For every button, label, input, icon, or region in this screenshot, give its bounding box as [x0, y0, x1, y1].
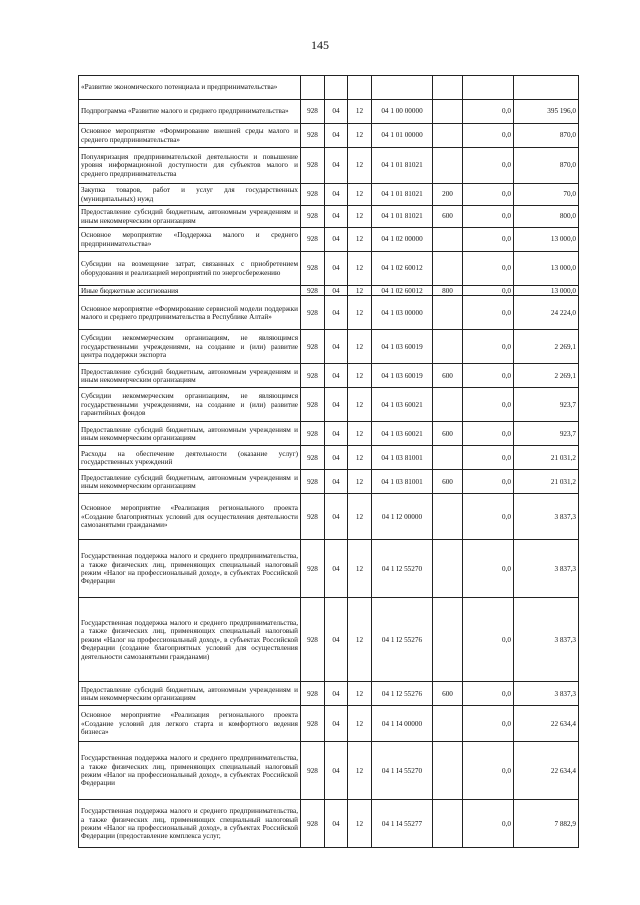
target-article-code: 04 1 03 00000 [372, 296, 433, 330]
section-code: 04 [325, 124, 348, 148]
grbs-code: 928 [301, 206, 325, 228]
target-article-code [372, 76, 433, 100]
subsection-code: 12 [348, 184, 372, 206]
table-row [79, 228, 579, 252]
section-code: 04 [325, 800, 348, 848]
amount-1: 0,0 [463, 598, 514, 682]
amount-2: 2 269,1 [514, 330, 579, 364]
target-article-code: 04 1 02 00000 [372, 228, 433, 252]
target-article-code: 04 1 00 00000 [372, 100, 433, 124]
target-article-code: 04 1 02 60012 [372, 286, 433, 296]
row-name: Субсидии на возмещение затрат, связанных с приобретением оборудования и реализацией мероприятий по энергосбережению [79, 252, 301, 286]
row-name: Государственная поддержка малого и среднего предпринимательства, а также физических лиц, применяющих специальный налоговый режим «Налог на профессиональный доход», в субъектах Российской Федерации (создание благоприятных условий для осуществления деятельности самозанятыми гражданами) [79, 598, 301, 682]
target-article-code: 04 1 I2 55276 [372, 682, 433, 706]
target-article-code: 04 1 03 60021 [372, 388, 433, 422]
expense-type-code: 600 [433, 206, 463, 228]
target-article-code: 04 1 03 81001 [372, 470, 433, 494]
table-row [79, 206, 579, 228]
subsection-code: 12 [348, 540, 372, 598]
subsection-code: 12 [348, 206, 372, 228]
row-name: Предоставление субсидий бюджетным, автономным учреждениям и иным некоммерческим организациям [79, 422, 301, 446]
subsection-code: 12 [348, 286, 372, 296]
section-code: 04 [325, 286, 348, 296]
amount-2: 3 837,3 [514, 682, 579, 706]
section-code [325, 76, 348, 100]
amount-1: 0,0 [463, 184, 514, 206]
section-code: 04 [325, 100, 348, 124]
table-row [79, 742, 579, 800]
table-row [79, 100, 579, 124]
subsection-code: 12 [348, 706, 372, 742]
subsection-code: 12 [348, 742, 372, 800]
amount-1: 0,0 [463, 388, 514, 422]
amount-1: 0,0 [463, 364, 514, 388]
target-article-code: 04 1 01 81021 [372, 148, 433, 184]
table-row [79, 286, 579, 296]
target-article-code: 04 1 I2 55276 [372, 598, 433, 682]
expense-type-code [433, 296, 463, 330]
expense-type-code [433, 148, 463, 184]
section-code: 04 [325, 184, 348, 206]
subsection-code: 12 [348, 100, 372, 124]
grbs-code: 928 [301, 706, 325, 742]
row-name: Основное мероприятие «Формирование внешней среды малого и среднего предпринимательства» [79, 124, 301, 148]
amount-2: 21 031,2 [514, 470, 579, 494]
amount-2: 870,0 [514, 124, 579, 148]
amount-1: 0,0 [463, 206, 514, 228]
row-name: Закупка товаров, работ и услуг для государственных (муниципальных) нужд [79, 184, 301, 206]
expense-type-code [433, 228, 463, 252]
grbs-code: 928 [301, 364, 325, 388]
expense-type-code: 600 [433, 470, 463, 494]
expense-type-code [433, 800, 463, 848]
grbs-code: 928 [301, 148, 325, 184]
subsection-code: 12 [348, 598, 372, 682]
amount-2: 800,0 [514, 206, 579, 228]
row-name: Государственная поддержка малого и среднего предпринимательства, а также физических лиц, применяющих специальный налоговый режим «Налог на профессиональный доход», в субъектах Российской Федерации [79, 540, 301, 598]
amount-1: 0,0 [463, 228, 514, 252]
row-name: Государственная поддержка малого и среднего предпринимательства, а также физических лиц, применяющих специальный налоговый режим «Налог на профессиональный доход», в субъектах Российской Федерации [79, 742, 301, 800]
target-article-code: 04 1 03 81001 [372, 446, 433, 470]
row-name: Основное мероприятие «Реализация регионального проекта «Создание благоприятных условий для осуществления деятельности самозанятыми гражданами» [79, 494, 301, 540]
table-row [79, 184, 579, 206]
row-name: Предоставление субсидий бюджетным, автономным учреждениям и иным некоммерческим организациям [79, 470, 301, 494]
expense-type-code [433, 742, 463, 800]
subsection-code: 12 [348, 470, 372, 494]
expense-type-code [433, 540, 463, 598]
amount-2: 13 000,0 [514, 286, 579, 296]
subsection-code: 12 [348, 252, 372, 286]
row-name: Государственная поддержка малого и среднего предпринимательства, а также физических лиц, применяющих специальный налоговый режим «Налог на профессиональный доход», в субъектах Российской Федерации (предоставление комплекса услуг, [79, 800, 301, 848]
subsection-code: 12 [348, 148, 372, 184]
subsection-code: 12 [348, 800, 372, 848]
table-row [79, 470, 579, 494]
target-article-code: 04 1 I2 00000 [372, 494, 433, 540]
table-row [79, 124, 579, 148]
amount-2: 24 224,0 [514, 296, 579, 330]
row-name: Предоставление субсидий бюджетным, автономным учреждениям и иным некоммерческим организациям [79, 364, 301, 388]
amount-2 [514, 76, 579, 100]
row-name: «Развитие экономического потенциала и предпринимательства» [79, 76, 301, 100]
expense-type-code [433, 330, 463, 364]
grbs-code: 928 [301, 598, 325, 682]
amount-1: 0,0 [463, 742, 514, 800]
section-code: 04 [325, 446, 348, 470]
table-row [79, 76, 579, 100]
grbs-code: 928 [301, 124, 325, 148]
grbs-code: 928 [301, 252, 325, 286]
expense-type-code: 600 [433, 422, 463, 446]
section-code: 04 [325, 228, 348, 252]
table-body [79, 76, 579, 848]
table-row [79, 494, 579, 540]
amount-2: 22 634,4 [514, 742, 579, 800]
amount-2: 870,0 [514, 148, 579, 184]
table-row [79, 706, 579, 742]
amount-2: 923,7 [514, 422, 579, 446]
section-code: 04 [325, 682, 348, 706]
amount-1: 0,0 [463, 706, 514, 742]
row-name: Популяризация предпринимательской деятельности и повышение уровня информационной доступности для субъектов малого и среднего предпринимательства [79, 148, 301, 184]
expense-type-code: 600 [433, 682, 463, 706]
grbs-code: 928 [301, 184, 325, 206]
subsection-code: 12 [348, 364, 372, 388]
table-row [79, 364, 579, 388]
section-code: 04 [325, 540, 348, 598]
grbs-code: 928 [301, 296, 325, 330]
amount-2: 7 882,9 [514, 800, 579, 848]
subsection-code [348, 76, 372, 100]
table-row [79, 422, 579, 446]
section-code: 04 [325, 598, 348, 682]
expense-type-code: 200 [433, 184, 463, 206]
section-code: 04 [325, 148, 348, 184]
row-name: Основное мероприятие «Формирование сервисной модели поддержки малого и среднего предпринимательства в Республике Алтай» [79, 296, 301, 330]
amount-2: 2 269,1 [514, 364, 579, 388]
subsection-code: 12 [348, 494, 372, 540]
section-code: 04 [325, 330, 348, 364]
amount-1: 0,0 [463, 330, 514, 364]
amount-2: 22 634,4 [514, 706, 579, 742]
expense-type-code [433, 252, 463, 286]
expense-type-code [433, 388, 463, 422]
amount-2: 395 196,0 [514, 100, 579, 124]
amount-1: 0,0 [463, 682, 514, 706]
table-row [79, 800, 579, 848]
row-name: Предоставление субсидий бюджетным, автономным учреждениям и иным некоммерческим организациям [79, 682, 301, 706]
section-code: 04 [325, 470, 348, 494]
amount-1: 0,0 [463, 124, 514, 148]
budget-table [78, 75, 579, 848]
grbs-code: 928 [301, 494, 325, 540]
amount-1: 0,0 [463, 100, 514, 124]
amount-1: 0,0 [463, 296, 514, 330]
amount-2: 3 837,3 [514, 540, 579, 598]
row-name: Основное мероприятие «Поддержка малого и среднего предпринимательства» [79, 228, 301, 252]
grbs-code: 928 [301, 742, 325, 800]
target-article-code: 04 1 02 60012 [372, 252, 433, 286]
subsection-code: 12 [348, 388, 372, 422]
row-name: Субсидии некоммерческим организациям, не являющимся государственными учреждениями, на создание и (или) развитие гарантийных фондов [79, 388, 301, 422]
section-code: 04 [325, 206, 348, 228]
target-article-code: 04 1 01 81021 [372, 206, 433, 228]
expense-type-code: 800 [433, 286, 463, 296]
grbs-code: 928 [301, 682, 325, 706]
table-row [79, 598, 579, 682]
subsection-code: 12 [348, 446, 372, 470]
table-row [79, 388, 579, 422]
target-article-code: 04 1 03 60019 [372, 330, 433, 364]
amount-2: 21 031,2 [514, 446, 579, 470]
table-row [79, 330, 579, 364]
table-row [79, 148, 579, 184]
amount-1: 0,0 [463, 422, 514, 446]
expense-type-code [433, 494, 463, 540]
amount-2: 3 837,3 [514, 598, 579, 682]
amount-2: 923,7 [514, 388, 579, 422]
amount-1: 0,0 [463, 446, 514, 470]
grbs-code: 928 [301, 800, 325, 848]
expense-type-code [433, 706, 463, 742]
subsection-code: 12 [348, 124, 372, 148]
grbs-code [301, 76, 325, 100]
amount-1: 0,0 [463, 494, 514, 540]
section-code: 04 [325, 742, 348, 800]
subsection-code: 12 [348, 682, 372, 706]
table-row [79, 296, 579, 330]
row-name: Подпрограмма «Развитие малого и среднего предпринимательства» [79, 100, 301, 124]
amount-2: 13 000,0 [514, 228, 579, 252]
section-code: 04 [325, 706, 348, 742]
subsection-code: 12 [348, 228, 372, 252]
row-name: Расходы на обеспечение деятельности (оказание услуг) государственных учреждений [79, 446, 301, 470]
table-row [79, 540, 579, 598]
target-article-code: 04 1 01 81021 [372, 184, 433, 206]
grbs-code: 928 [301, 422, 325, 446]
grbs-code: 928 [301, 446, 325, 470]
target-article-code: 04 1 I4 55277 [372, 800, 433, 848]
grbs-code: 928 [301, 286, 325, 296]
expense-type-code [433, 598, 463, 682]
target-article-code: 04 1 03 60019 [372, 364, 433, 388]
amount-1: 0,0 [463, 252, 514, 286]
amount-1: 0,0 [463, 148, 514, 184]
expense-type-code [433, 446, 463, 470]
section-code: 04 [325, 296, 348, 330]
grbs-code: 928 [301, 100, 325, 124]
amount-1: 0,0 [463, 800, 514, 848]
expense-type-code [433, 100, 463, 124]
grbs-code: 928 [301, 540, 325, 598]
amount-1: 0,0 [463, 470, 514, 494]
section-code: 04 [325, 494, 348, 540]
grbs-code: 928 [301, 470, 325, 494]
grbs-code: 928 [301, 228, 325, 252]
target-article-code: 04 1 03 60021 [372, 422, 433, 446]
row-name: Субсидии некоммерческим организациям, не являющимся государственными учреждениями, на создание и (или) развитие центра поддержки экспорта [79, 330, 301, 364]
page-number: 145 [311, 38, 329, 52]
target-article-code: 04 1 01 00000 [372, 124, 433, 148]
amount-2: 3 837,3 [514, 494, 579, 540]
amount-2: 70,0 [514, 184, 579, 206]
amount-1: 0,0 [463, 286, 514, 296]
table-row [79, 682, 579, 706]
amount-1: 0,0 [463, 540, 514, 598]
section-code: 04 [325, 252, 348, 286]
target-article-code: 04 1 I4 55270 [372, 742, 433, 800]
section-code: 04 [325, 388, 348, 422]
amount-2: 13 000,0 [514, 252, 579, 286]
target-article-code: 04 1 I4 00000 [372, 706, 433, 742]
row-name: Иные бюджетные ассигнования [79, 286, 301, 296]
section-code: 04 [325, 422, 348, 446]
amount-1 [463, 76, 514, 100]
subsection-code: 12 [348, 422, 372, 446]
table-row [79, 252, 579, 286]
expense-type-code [433, 124, 463, 148]
section-code: 04 [325, 364, 348, 388]
grbs-code: 928 [301, 330, 325, 364]
table-row [79, 446, 579, 470]
subsection-code: 12 [348, 330, 372, 364]
row-name: Основное мероприятие «Реализация регионального проекта «Создание условий для легкого старта и комфортного ведения бизнеса» [79, 706, 301, 742]
grbs-code: 928 [301, 388, 325, 422]
subsection-code: 12 [348, 296, 372, 330]
expense-type-code [433, 76, 463, 100]
row-name: Предоставление субсидий бюджетным, автономным учреждениям и иным некоммерческим организациям [79, 206, 301, 228]
expense-type-code: 600 [433, 364, 463, 388]
target-article-code: 04 1 I2 55270 [372, 540, 433, 598]
